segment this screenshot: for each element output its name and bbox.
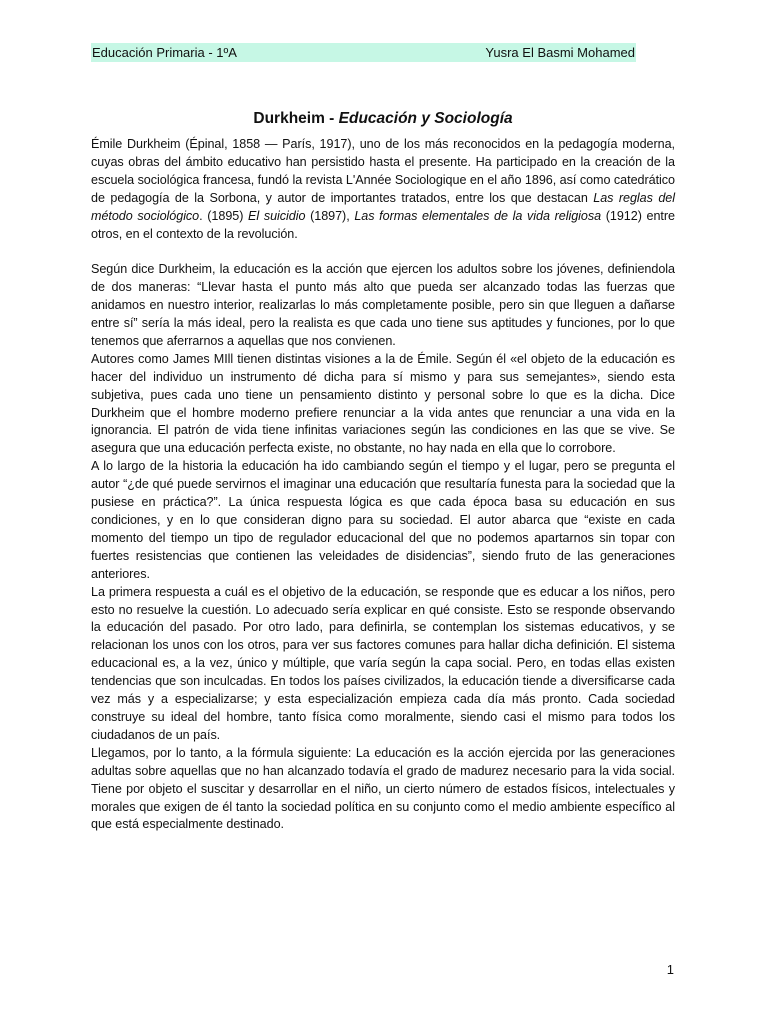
paragraph-intro-text-c: . (1895) — [199, 208, 249, 223]
page-number: 1 — [666, 962, 674, 977]
paragraph-history: A lo largo de la historia la educación ha ido cambiando según el tiempo y el lugar, pero se pregunta el autor “¿de qué puede servirnos el imaginar una educación que resultaría funesta para la sociedad que la pusiese en práctica?”. La única respuesta lógica es que cada época basa su educación en sus condiciones, y en lo que consideran digno para su sociedad. El autor abarca que “existe en cada momento del tiempo un tipo de regulador educacional del que no podemos apartarnos sin topar con fuertes resistencias que contienen las veleidades de disidencias”, siendo fruto de las generaciones anteriores. — [91, 459, 675, 581]
paragraph-intro — [91, 136, 675, 243]
title-italic: Educación y Sociología — [338, 110, 513, 127]
paragraph-definition: Según dice Durkheim, la educación es la acción que ejercen los adultos sobre los jóvenes, definiendola de dos maneras: “Llevar hasta el punto más alto que pueda ser alcanzado todas las fuerzas que anidamos en nuestro interior, realizarlas lo más completamente posible, pero sin que lleguen a dañarse entre sí” sería la más ideal, pero la realista es que cada uno tiene sus aptitudes y funciones, por lo que tenemos que aferrarnos a aquellas que nos convienen. — [91, 262, 675, 348]
paragraph-james-mill: Autores como James MIll tienen distintas visiones a la de Émile. Según él «el objeto de la educación es hacer del individuo un instrumento dé dicha para sí mismo y para sus semejantes», siendo esta subjetiva, pues cada uno tiene un pensamiento distinto y personal sobre lo que es la dicha. Dice Durkheim que el hombre moderno prefiere renunciar a la vida antes que renunciar a una vida en la ignorancia. El patrón de vida tiene infinitas variaciones según las condiciones en las que se vive. Se asegura que una educación perfecta existe, no obstante, no hay nada en ella que lo corrobore. — [91, 351, 675, 456]
paragraph-objective: La primera respuesta a cuál es el objetivo de la educación, se responde que es educar a los niños, pero esto no resuelve la cuestión. Lo adecuado sería explicar en qué consiste. Esto se responde observando la educación del pasado. Por otro lado, para definirla, se contemplan los sistemas educativos, y se relacionan los unos con los otros, para ver sus factores comunes para hallar dicha definición. El sistema educacional es, a la vez, único y múltiple, que varía según la capa social. Pero, en todas ellas existen tendencias que son inculcadas. En todos los países civilizados, la educación tiende a diversificarse cada vez más y a especializarse; y esta especialización empieza cada día más pronto. Cada sociedad construye su ideal del hombre, tanto física como moralmente, siendo casi el mismo para todos los ciudadanos de un país. — [91, 584, 675, 742]
header-course: Educación Primaria - 1ºA — [92, 45, 237, 60]
book-title-formas: Las formas elementales de la vida religiosa — [354, 208, 602, 223]
paragraph-formula: Llegamos, por lo tanto, a la fórmula siguiente: La educación es la acción ejercida por las generaciones adultas sobre aquellas que no han alcanzado todavía el grado de madurez necesario para la vida social. Tiene por objeto el suscitar y desarrollar en el niño, un cierto número de estados físicos, intelectuales y morales que exigen de él tanto la sociedad política en su conjunto como el medio ambiente específico al que está especialmente destinado. — [91, 745, 675, 832]
book-title-reglas: Las reglas del método sociológico — [91, 190, 675, 223]
page-header — [91, 43, 636, 62]
paragraph-intro-text-e: (1897), — [305, 208, 355, 223]
header-author: Yusra El Basmi Mohamed — [485, 45, 635, 60]
paragraph-intro-text-a: Émile Durkheim (Épinal, 1858 — París, 1917), uno de los más reconocidos en la pedagogía moderna, cuyas obras del ámbito educativo han persistido hasta el presente. Ha participado en la creación de la escuela sociológica francesa, fundó la revista L'Année Sociologique en el año 1896, así como catedrático de pedagogía de la Sorbona, y autor de importantes tratados, entre los que destacan — [91, 137, 675, 205]
paragraph-intro-text-g: (1912) entre otros, en el contexto de la revolución. — [91, 208, 675, 241]
document-title — [91, 108, 675, 130]
title-main: Durkheim - — [253, 110, 339, 127]
document-body — [91, 136, 675, 834]
book-title-suicidio: El suicidio — [248, 208, 306, 223]
